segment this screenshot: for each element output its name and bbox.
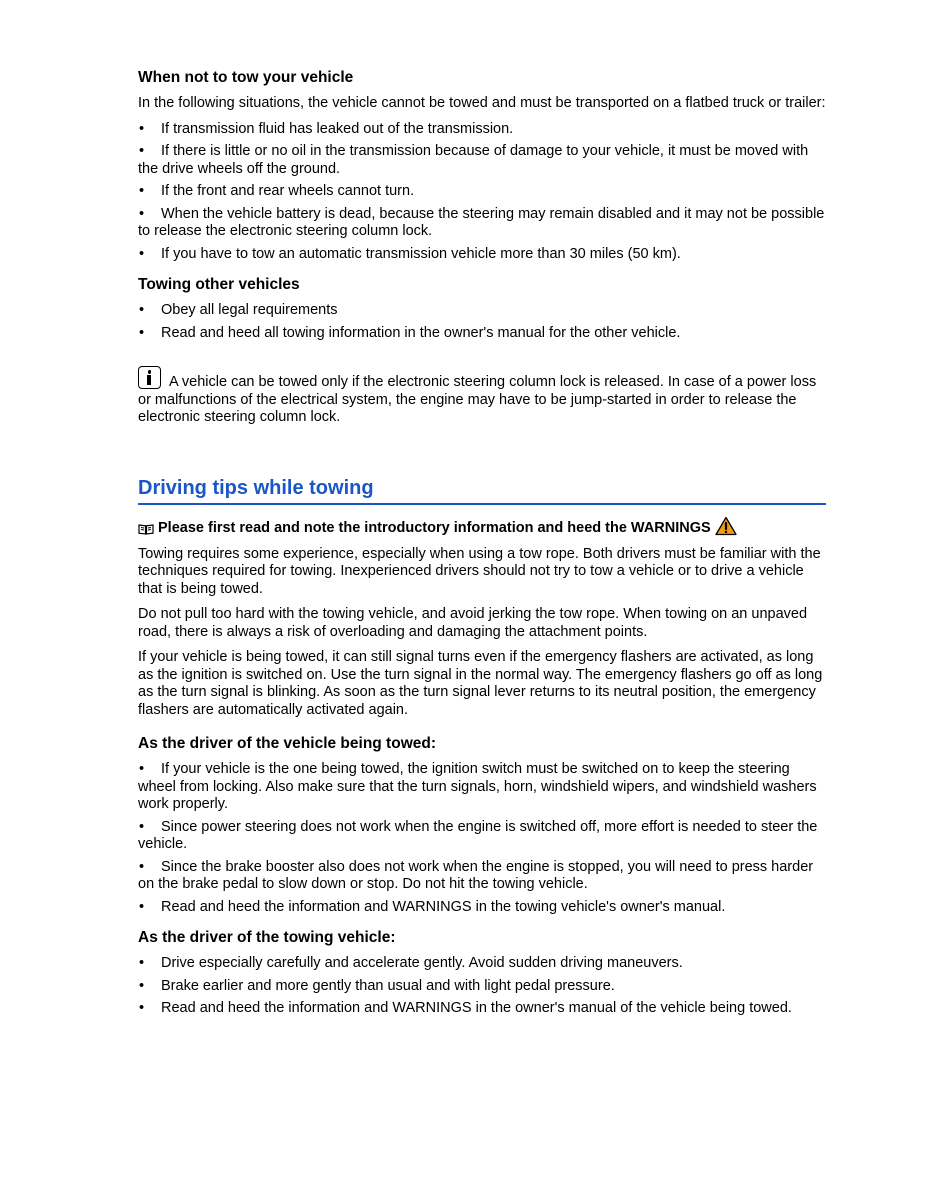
info-note [138,365,828,427]
list-item: •If you have to tow an automatic transmission vehicle more than 30 miles (50 km). [138,246,828,264]
section-heading-towing-other-vehicles: Towing other vehicles [138,276,300,293]
list-item: •If there is little or no oil in the transmission because of damage to your vehicle, it must be moved with the drive wheels off the ground. [138,143,828,178]
list-item: •If your vehicle is the one being towed, the ignition switch must be switched on to keep the steering wheel from locking. Also make sure that the turn signals, horn, windshield wipers, and windshield washers work properly. [138,761,828,814]
list-item: •Read and heed the information and WARNINGS in the owner's manual of the vehicle being towed. [138,1000,828,1018]
list-item: •Read and heed the information and WARNINGS in the towing vehicle's owner's manual. [138,899,828,917]
bullet-list-being-towed [138,761,828,916]
paragraph: Do not pull too hard with the towing vehicle, and avoid jerking the tow rope. When towing on an unpaved road, there is always a risk of overloading and damaging the attachment points. [138,606,808,640]
paragraph: If your vehicle is being towed, it can still signal turns even if the emergency flashers are activated, as long as the ignition is switched on. Use the turn signal in the normal way. The emergency flashers go off as long as the turn signal is blinking. As soon as the turn signal lever returns to its neutral position, the emergency flashers are automatically activated again. [138,649,823,718]
info-note-text: A vehicle can be towed only if the electronic steering column lock is released. In case of a power loss or malfunctions of the electrical system, the engine may have to be jump-started in order to release the electronic steering column lock. [138,374,817,425]
list-item: •If transmission fluid has leaked out of the transmission. [138,121,828,139]
bullet-list-when-not-to-tow [138,121,828,264]
page-content [138,68,828,1023]
bullet-list-towing [138,955,828,1018]
list-item: •Read and heed all towing information in the owner's manual for the other vehicle. [138,325,828,343]
warning-triangle-icon [715,516,737,536]
list-item: •Obey all legal requirements [138,302,828,320]
subheading-driver-being-towed: As the driver of the vehicle being towed: [138,735,436,752]
list-item: •Since the brake booster also does not work when the engine is stopped, you will need to press harder on the brake pedal to slow down or stop. Do not hit the towing vehicle. [138,859,828,894]
book-icon [138,523,154,535]
bullet-list-towing-other [138,302,828,342]
list-item: •If the front and rear wheels cannot turn. [138,183,828,201]
intro-note [138,519,828,539]
list-item: •When the vehicle battery is dead, because the steering may remain disabled and it may not be possible to release the electronic steering column lock. [138,206,828,241]
section-heading-when-not-to-tow: When not to tow your vehicle [138,69,354,86]
section-intro: In the following situations, the vehicle cannot be towed and must be transported on a flatbed truck or trailer: [138,95,826,111]
section-title-driving-tips: Driving tips while towing [138,476,826,505]
intro-note-text: Please first read and note the introductory information and heed the WARNINGS [158,520,711,536]
info-icon [138,366,161,389]
list-item: •Drive especially carefully and accelerate gently. Avoid sudden driving maneuvers. [138,955,828,973]
list-item: •Since power steering does not work when the engine is switched off, more effort is needed to steer the vehicle. [138,819,828,854]
subheading-driver-towing: As the driver of the towing vehicle: [138,929,396,946]
list-item: •Brake earlier and more gently than usual and with light pedal pressure. [138,978,828,996]
paragraph: Towing requires some experience, especially when using a tow rope. Both drivers must be familiar with the techniques required for towing. Inexperienced drivers should not try to tow a vehicle or to drive a vehicle that is being towed. [138,545,821,597]
